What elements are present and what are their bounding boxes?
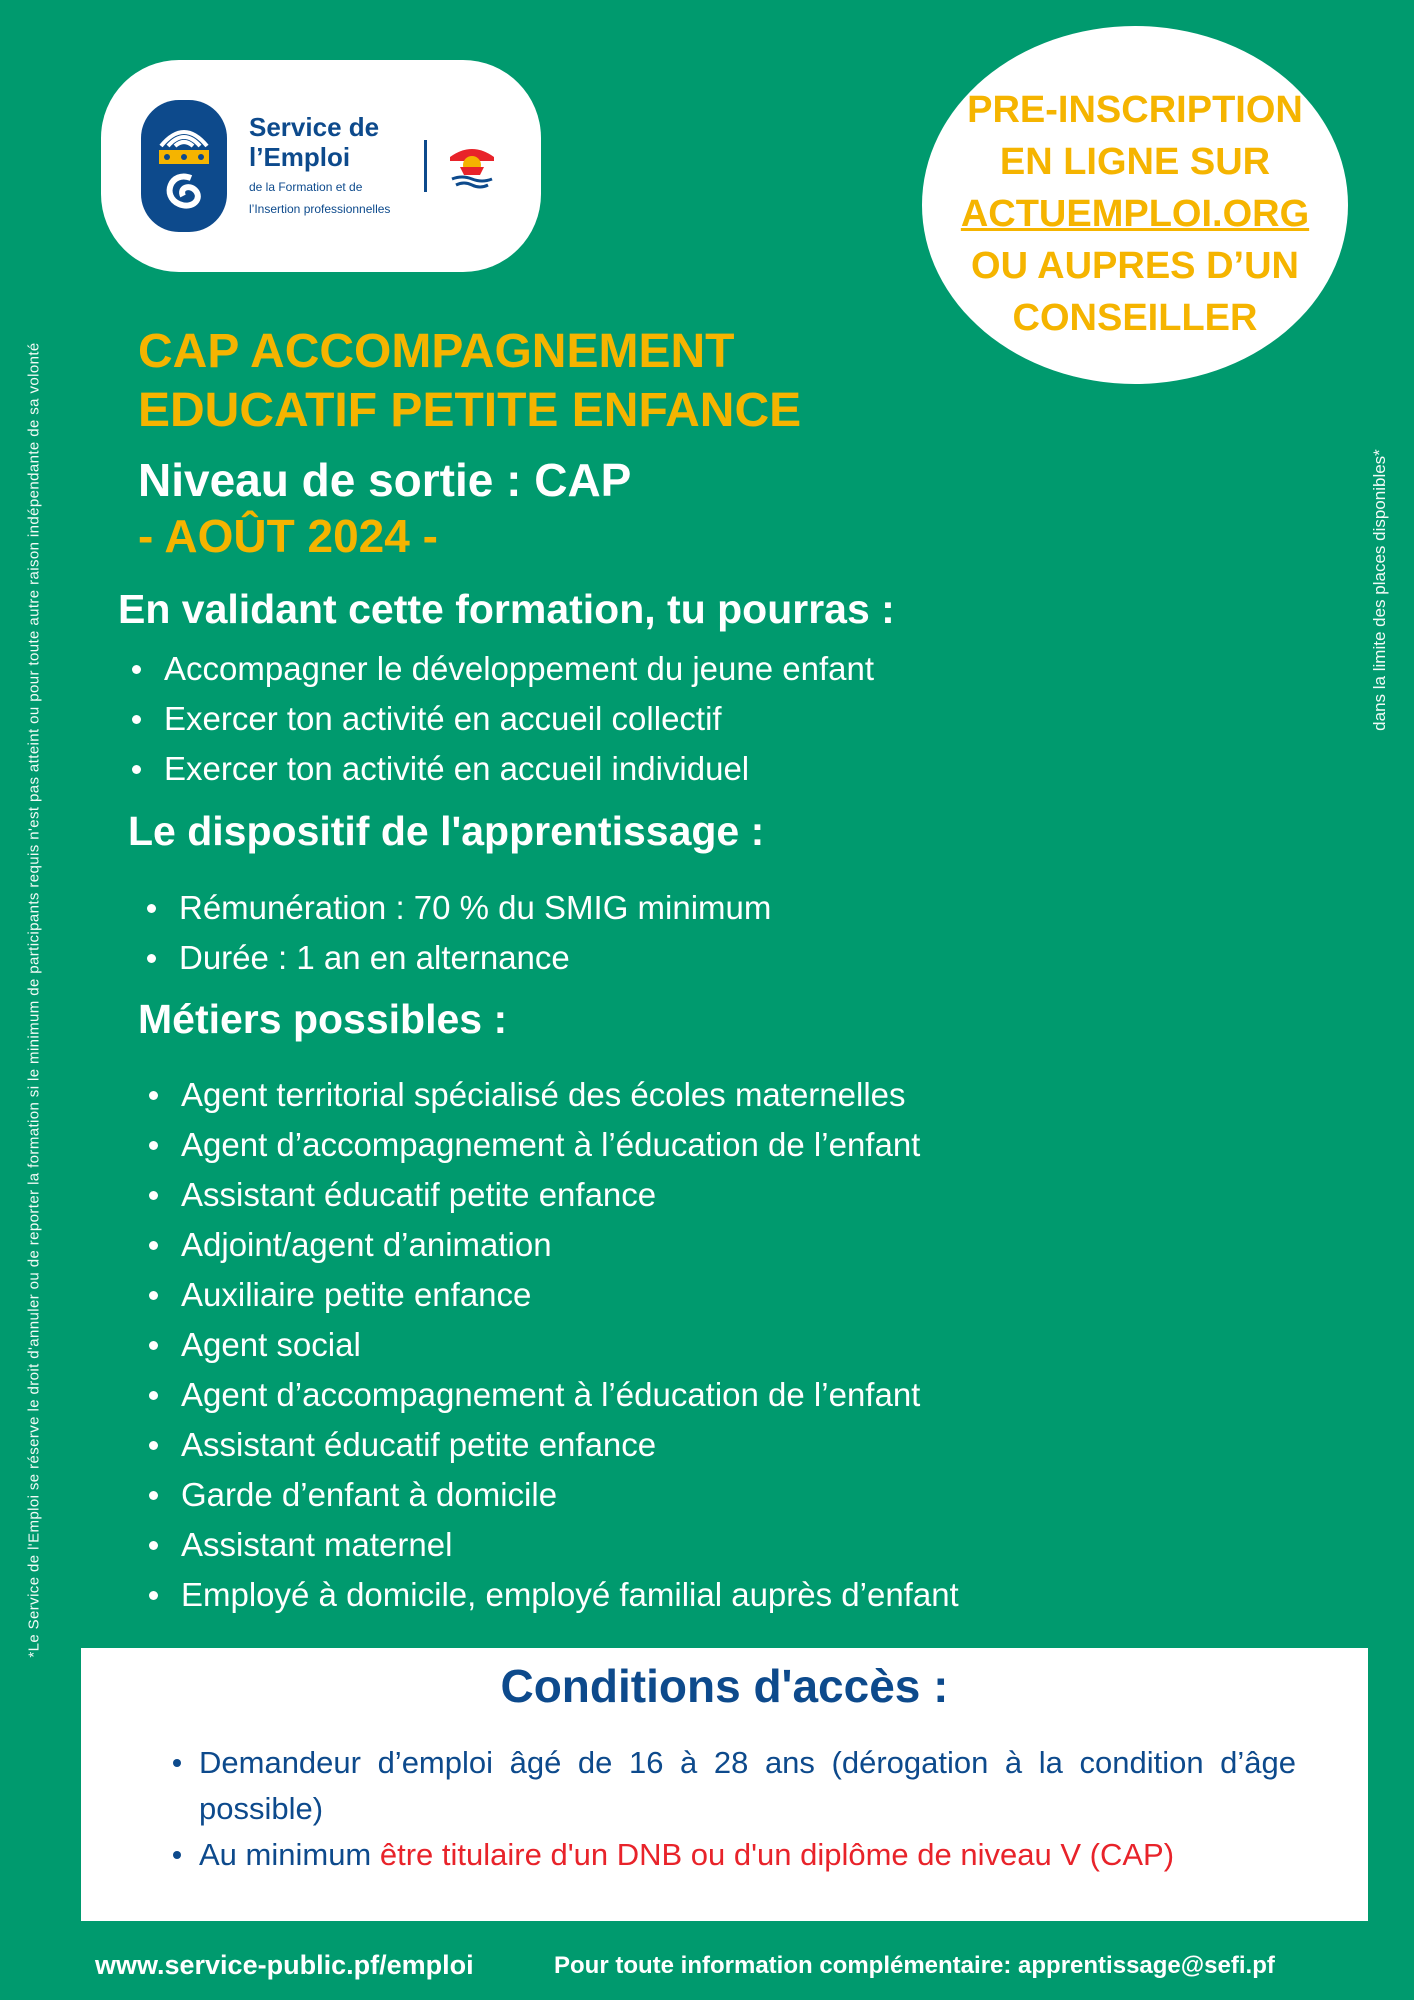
list-item: Exercer ton activité en accueil collectif: [128, 694, 874, 744]
logo-title-line2: l’Emploi: [249, 142, 351, 172]
footer-website-link[interactable]: www.service-public.pf/emploi: [95, 1950, 474, 1980]
preinscription-line5: CONSEILLER: [1012, 297, 1258, 339]
actuemploi-link[interactable]: ACTUEMPLOI.ORG: [960, 193, 1310, 235]
condition-prefix: Au minimum: [199, 1837, 380, 1872]
list-item: Assistant maternel: [145, 1520, 959, 1570]
dispositif-heading: Le dispositif de l'apprentissage :: [128, 808, 765, 854]
skills-heading: En validant cette formation, tu pourras :: [118, 586, 895, 632]
formation-title: [138, 322, 801, 440]
condition-item: [171, 1832, 1296, 1878]
list-item: Adjoint/agent d’animation: [145, 1220, 959, 1270]
list-item: Auxiliaire petite enfance: [145, 1270, 959, 1320]
logo-card: [101, 60, 541, 272]
metiers-list: [145, 1070, 959, 1620]
list-item: Agent d’accompagnement à l’éducation de l’enfant: [145, 1370, 959, 1420]
logo-divider: [424, 140, 427, 192]
conditions-heading: Conditions d'accès :: [500, 1660, 949, 1712]
preinscription-text: [922, 84, 1348, 344]
side-disclaimer: *Le Service de l'Emploi se réserve le droit d'annuler ou de reporter la formation si le minimum de participants requis n'est pas atteint ou pour toute autre raison indépendante de sa volonté: [25, 342, 43, 1658]
preinscription-line2: EN LIGNE SUR: [999, 141, 1271, 183]
polynesia-seal-icon: [446, 139, 498, 191]
logo-sub-line2: l’Insertion professionnelles: [249, 202, 391, 216]
skills-list: [128, 644, 874, 794]
list-item: Agent social: [145, 1320, 959, 1370]
dispositif-list: [143, 883, 771, 983]
condition-item: Demandeur d’emploi âgé de 16 à 28 ans (dérogation à la condition d’âge possible): [171, 1740, 1296, 1832]
side-note: dans la limite des places disponibles*: [1370, 449, 1389, 731]
title-line2: EDUCATIF PETITE ENFANCE: [138, 384, 802, 437]
list-item: Accompagner le développement du jeune enfant: [128, 644, 874, 694]
list-item: Exercer ton activité en accueil individuel: [128, 744, 874, 794]
conditions-box: [81, 1648, 1368, 1921]
list-item: Assistant éducatif petite enfance: [145, 1170, 959, 1220]
exit-level: Niveau de sortie : CAP: [138, 454, 632, 506]
preinscription-line4: OU AUPRES D’UN: [971, 245, 1299, 287]
service-emploi-logo-icon: [141, 100, 227, 232]
logo-title-line1: Service de: [249, 112, 380, 142]
logo-text: [249, 112, 390, 216]
logo-sub-line1: de la Formation et de: [249, 180, 363, 194]
list-item: Garde d’enfant à domicile: [145, 1470, 959, 1520]
list-item: Rémunération : 70 % du SMIG minimum: [143, 883, 771, 933]
list-item: Agent d’accompagnement à l’éducation de l’enfant: [145, 1120, 959, 1170]
list-item: Agent territorial spécialisé des écoles maternelles: [145, 1070, 959, 1120]
metiers-heading: Métiers possibles :: [138, 996, 508, 1042]
footer-info: Pour toute information complémentaire: apprentissage@sefi.pf: [554, 1952, 1275, 1979]
list-item: Assistant éducatif petite enfance: [145, 1420, 959, 1470]
preinscription-line1: PRE-INSCRIPTION: [967, 89, 1303, 131]
preinscription-bubble: [922, 26, 1348, 384]
list-item: Employé à domicile, employé familial auprès d’enfant: [145, 1570, 959, 1620]
session-date: - AOÛT 2024 -: [138, 510, 438, 562]
condition-highlight: être titulaire d'un DNB ou d'un diplôme de niveau V (CAP): [379, 1837, 1175, 1872]
list-item: Durée : 1 an en alternance: [143, 933, 771, 983]
title-line1: CAP ACCOMPAGNEMENT: [138, 325, 735, 378]
conditions-list: [171, 1740, 1296, 1878]
